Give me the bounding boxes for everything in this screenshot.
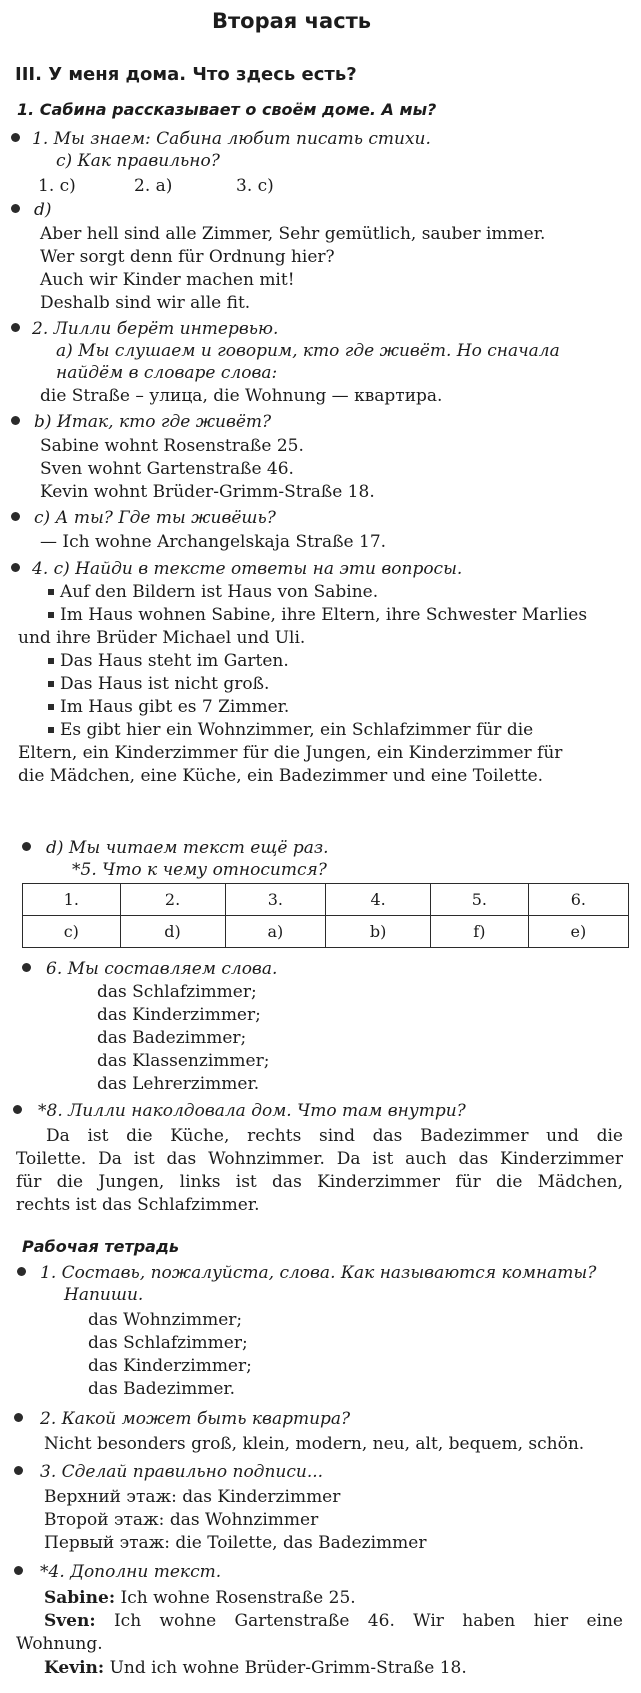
answer-2: 2. a) <box>134 176 173 196</box>
table-header-cell: 3. <box>225 884 326 916</box>
room-word: das Kinderzimmer; <box>88 1356 252 1376</box>
bullet-icon <box>11 512 20 521</box>
task-1-heading: 1. Мы знаем: Сабина любит писать стихи. <box>32 129 431 149</box>
fact-line: Eltern, ein Kinderzimmer für die Jungen, ein Kinderzimmer für <box>18 743 563 763</box>
fact-line: Auf den Bildern ist Haus von Sabine. <box>60 582 379 602</box>
table-cell: b) <box>326 916 431 948</box>
bullet-icon <box>14 1413 23 1422</box>
bullet-icon <box>14 1566 23 1575</box>
compound-word: das Badezimmer; <box>97 1028 247 1048</box>
answer-1: 1. c) <box>38 176 76 196</box>
list-bullet-icon <box>48 658 54 664</box>
table-header-cell: 1. <box>23 884 121 916</box>
speaker-text: Ich wohne Gartenstraße 46. Wir haben hier eine <box>113 1611 623 1631</box>
bullet-icon <box>11 416 20 425</box>
poem-line: Auch wir Kinder machen mit! <box>40 270 295 290</box>
vocabulary-line: die Straße – улица, die Wohnung — квартира. <box>40 386 443 406</box>
workbook-task-4-heading: *4. Дополни текст. <box>40 1562 222 1582</box>
speaker-name: Sven: <box>44 1611 96 1631</box>
list-bullet-icon <box>48 612 54 618</box>
room-word: das Schlafzimmer; <box>88 1333 248 1353</box>
table-cell: d) <box>120 916 225 948</box>
table-header-cell: 6. <box>528 884 628 916</box>
bullet-icon <box>11 133 20 142</box>
fact-line: Das Haus ist nicht groß. <box>60 674 270 694</box>
dialog-line-kevin <box>44 1658 467 1678</box>
list-bullet-icon <box>48 681 54 687</box>
speaker-text: Ich wohne Rosenstraße 25. <box>120 1588 356 1608</box>
list-bullet-icon <box>48 727 54 733</box>
fact-line: und ihre Brüder Michael und Uli. <box>18 628 306 648</box>
table-header-cell: 2. <box>120 884 225 916</box>
list-bullet-icon <box>48 704 54 710</box>
bullet-icon <box>13 1105 22 1114</box>
table-row <box>23 916 629 948</box>
who-lives-line: Kevin wohnt Brüder-Grimm-Straße 18. <box>40 482 375 502</box>
task-4c-heading: 4. c) Найди в тексте ответы на эти вопросы. <box>32 559 463 579</box>
workbook-title: Рабочая тетрадь <box>22 1237 179 1256</box>
list-bullet-icon <box>48 589 54 595</box>
bullet-icon <box>11 563 20 572</box>
table-header-cell: 5. <box>431 884 529 916</box>
workbook-task-3-heading: 3. Сделай правильно подписи... <box>40 1462 324 1482</box>
table-cell: f) <box>431 916 529 948</box>
poem-line: Aber hell sind alle Zimmer, Sehr gemütlich, sauber immer. <box>40 224 546 244</box>
matching-table <box>22 883 629 948</box>
workbook-task-1-subheading: Напиши. <box>64 1285 144 1305</box>
chapter-title: III. У меня дома. Что здесь есть? <box>15 64 357 85</box>
task-b-heading: b) Итак, кто где живёт? <box>34 412 272 432</box>
task-2-instruction: найдём в словаре слова: <box>56 363 278 383</box>
table-header-cell: 4. <box>326 884 431 916</box>
floor-caption: Второй этаж: das Wohnzimmer <box>44 1510 319 1530</box>
compound-word: das Kinderzimmer; <box>97 1005 261 1025</box>
speaker-name: Sabine: <box>44 1588 116 1608</box>
task-8-text-line: Da ist die Küche, rechts sind das Badezimmer und die <box>46 1126 623 1146</box>
task-c-heading: c) А ты? Где ты живёшь? <box>34 508 276 528</box>
task-8-heading: *8. Лилли наколдовала дом. Что там внутри? <box>38 1101 466 1121</box>
workbook-task-2-heading: 2. Какой может быть квартира? <box>40 1409 351 1429</box>
my-address-answer: — Ich wohne Archangelskaja Straße 17. <box>40 532 387 552</box>
dialog-line-sven <box>44 1611 623 1631</box>
fact-line: Im Haus wohnen Sabine, ihre Eltern, ihre Schwester Marlies <box>60 605 588 625</box>
speaker-name: Kevin: <box>44 1658 105 1678</box>
section-title: 1. Сабина рассказывает о своём доме. А мы? <box>17 100 437 119</box>
table-cell: e) <box>528 916 628 948</box>
part-title: Вторая часть <box>212 9 372 33</box>
task-d2-heading: d) Мы читаем текст ещё раз. <box>46 838 329 858</box>
table-row <box>23 884 629 916</box>
apartment-adjectives: Nicht besonders groß, klein, modern, neu, alt, bequem, schön. <box>44 1434 585 1454</box>
poem-line: Wer sorgt denn für Ordnung hier? <box>40 247 335 267</box>
floor-caption: Первый этаж: die Toilette, das Badezimmer <box>44 1533 427 1553</box>
floor-caption: Верхний этаж: das Kinderzimmer <box>44 1487 341 1507</box>
poem-line: Deshalb sind wir alle fit. <box>40 293 251 313</box>
table-cell: a) <box>225 916 326 948</box>
bullet-icon <box>17 1267 26 1276</box>
bullet-icon <box>11 204 20 213</box>
speaker-text: Und ich wohne Brüder-Grimm-Straße 18. <box>109 1658 467 1678</box>
bullet-icon <box>14 1466 23 1475</box>
room-word: das Wohnzimmer; <box>88 1310 243 1330</box>
who-lives-line: Sabine wohnt Rosenstraße 25. <box>40 436 304 456</box>
dialog-line-sven-continued: Wohnung. <box>16 1634 103 1654</box>
dialog-line-sabine <box>44 1588 356 1608</box>
task-8-text-line: Toilette. Da ist das Wohnzimmer. Da ist auch das Kinderzimmer <box>16 1149 623 1169</box>
compound-word: das Klassenzimmer; <box>97 1051 270 1071</box>
task-1-subheading: c) Как правильно? <box>56 151 220 171</box>
task-8-text-line: rechts ist das Schlafzimmer. <box>16 1195 260 1215</box>
bullet-icon <box>22 963 31 972</box>
bullet-icon <box>22 842 31 851</box>
fact-line: Es gibt hier ein Wohnzimmer, ein Schlafzimmer für die <box>60 720 534 740</box>
task-8-text-line: für die Jungen, links ist das Kinderzimmer für die Mädchen, <box>16 1172 623 1192</box>
room-word: das Badezimmer. <box>88 1379 236 1399</box>
fact-line: Im Haus gibt es 7 Zimmer. <box>60 697 290 717</box>
task-2-heading: 2. Лилли берёт интервью. <box>32 319 279 339</box>
task-5-heading: *5. Что к чему относится? <box>72 860 327 880</box>
task-d-heading: d) <box>34 200 52 220</box>
table-cell: c) <box>23 916 121 948</box>
fact-line: Das Haus steht im Garten. <box>60 651 289 671</box>
fact-line: die Mädchen, eine Küche, ein Badezimmer und eine Toilette. <box>18 766 544 786</box>
compound-word: das Lehrerzimmer. <box>97 1074 260 1094</box>
workbook-task-1-heading: 1. Составь, пожалуйста, слова. Как называются комнаты? <box>40 1263 597 1283</box>
answer-3: 3. c) <box>236 176 274 196</box>
compound-word: das Schlafzimmer; <box>97 982 257 1002</box>
task-2-instruction: a) Мы слушаем и говорим, кто где живёт. Но сначала <box>56 341 560 361</box>
task-6-heading: 6. Мы составляем слова. <box>46 959 278 979</box>
bullet-icon <box>11 323 20 332</box>
who-lives-line: Sven wohnt Gartenstraße 46. <box>40 459 294 479</box>
